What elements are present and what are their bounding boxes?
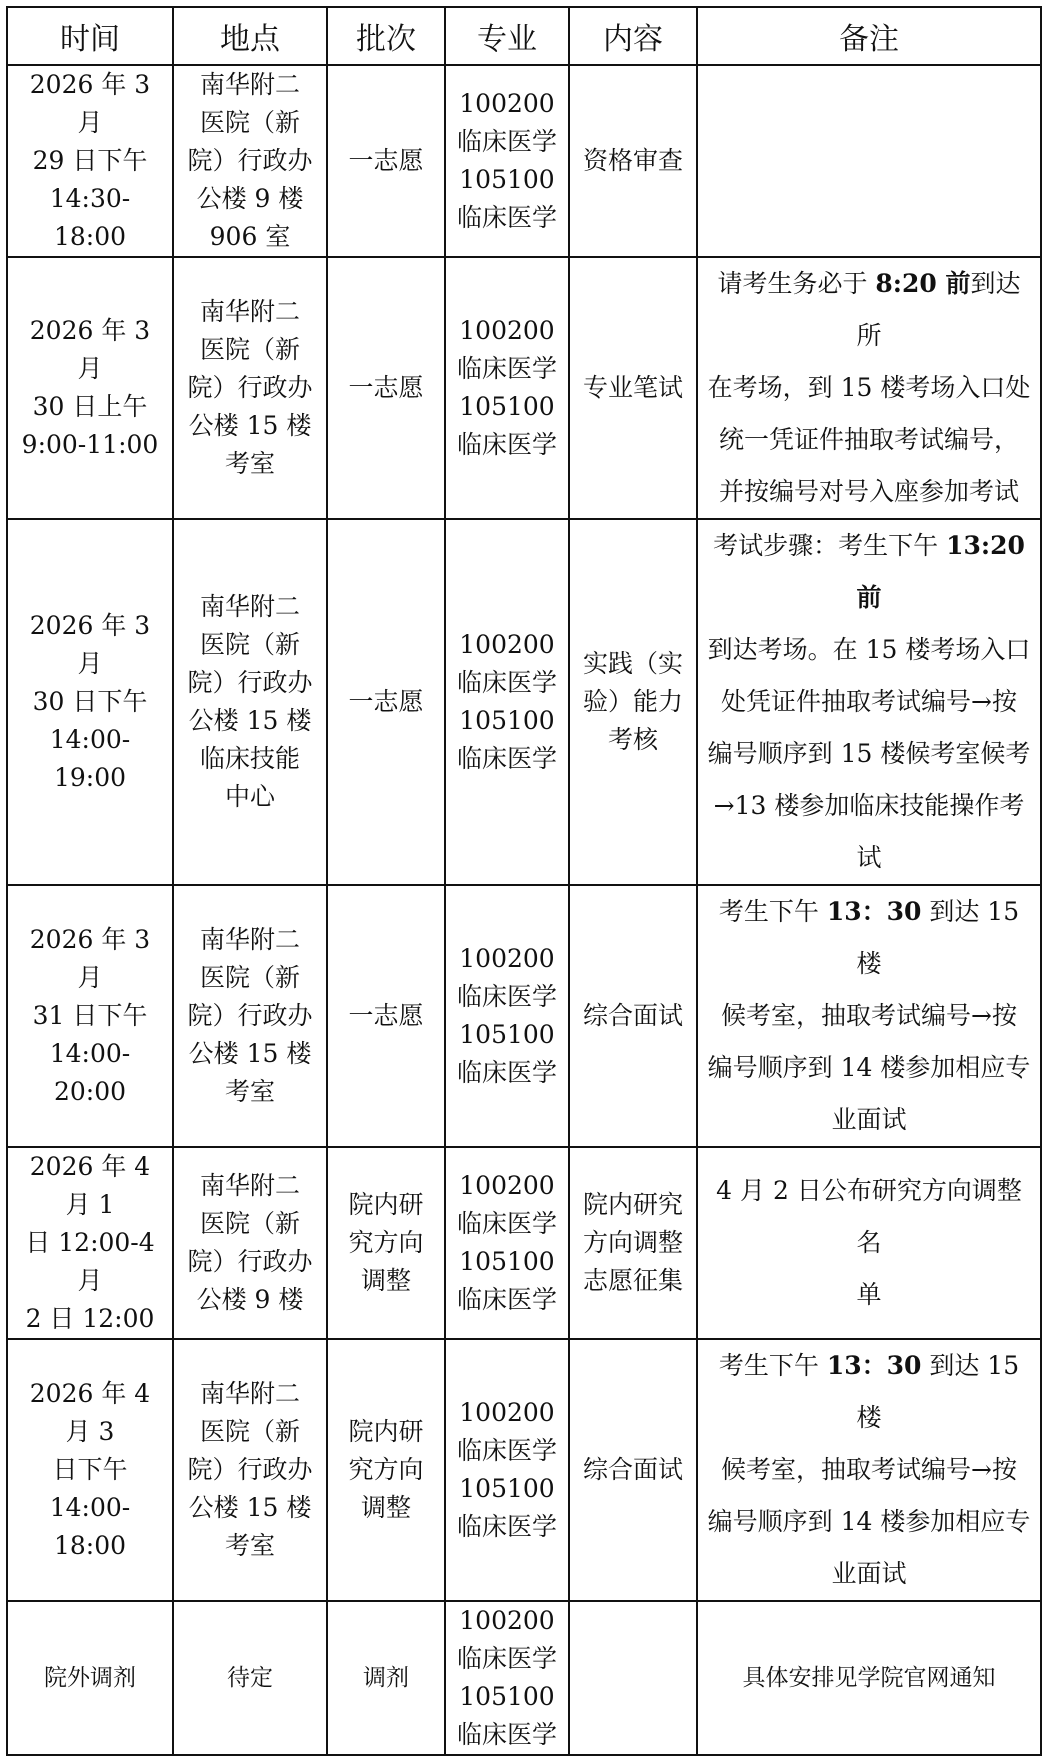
- cell-line: 究方向: [348, 1228, 424, 1257]
- note-line: 请考生务必于 8:20 前到达所: [717, 269, 1021, 350]
- note-line: 考试步骤：考生下午 13:20 前: [713, 531, 1025, 612]
- note-line: 试: [856, 843, 882, 872]
- cell-line: 资格审查: [582, 146, 683, 175]
- cell-line: 验）能力: [582, 687, 683, 716]
- cell-line: 100200: [459, 1398, 555, 1427]
- cell-line: 公楼 15 楼: [188, 1039, 312, 1068]
- cell-line: 临床医学: [456, 1285, 557, 1314]
- cell-batch: [327, 257, 445, 519]
- cell-line: 906 室: [209, 222, 291, 251]
- cell-line: 100200: [459, 944, 555, 973]
- cell-time: [7, 65, 173, 257]
- note-emphasis: 13：30: [826, 1351, 922, 1380]
- cell-batch: [327, 1147, 445, 1339]
- cell-note: [697, 65, 1041, 257]
- cell-line: 临床医学: [456, 1512, 557, 1541]
- note-line: 编号顺序到 14 楼参加相应专: [707, 1507, 1031, 1536]
- cell-content: [569, 257, 697, 519]
- cell-line: 医院（新: [199, 630, 300, 659]
- cell-line: 考室: [224, 1077, 275, 1106]
- cell-line: 100200: [459, 1606, 555, 1635]
- cell-major: [445, 1339, 569, 1601]
- cell-line: 中心: [224, 782, 275, 811]
- cell-content: [569, 1339, 697, 1601]
- note-line: 单: [856, 1280, 882, 1309]
- cell-line: 临床医学: [456, 354, 557, 383]
- cell-line: 院内研: [348, 1417, 424, 1446]
- cell-line: 105100: [459, 165, 555, 194]
- cell-line: 临床医学: [456, 1436, 557, 1465]
- cell-time: [7, 519, 173, 885]
- cell-line: 临床医学: [456, 982, 557, 1011]
- cell-line: 临床医学: [456, 203, 557, 232]
- cell-line: 2026 年 4 月 1: [29, 1152, 151, 1219]
- cell-line: 公楼 15 楼: [188, 411, 312, 440]
- cell-line: 日 12:00-4 月: [25, 1228, 155, 1295]
- cell-line: 院）行政办: [187, 1455, 313, 1484]
- cell-line: 9:00-11:00: [21, 430, 159, 459]
- cell-line: 105100: [459, 392, 555, 421]
- cell-line: 临床医学: [456, 1058, 557, 1087]
- cell-line: 2 日 12:00: [25, 1304, 155, 1333]
- cell-batch: [327, 885, 445, 1147]
- cell-line: 2026 年 4 月 3: [29, 1379, 151, 1446]
- schedule-table: [6, 6, 1042, 1756]
- table-row: [7, 1601, 1041, 1755]
- cell-major: [445, 519, 569, 885]
- cell-major: [445, 885, 569, 1147]
- note-line: 在考场，到 15 楼考场入口处: [707, 373, 1031, 402]
- cell-line: 公楼 15 楼: [188, 1493, 312, 1522]
- cell-line: 院内研: [348, 1190, 424, 1219]
- cell-line: 志愿征集: [582, 1266, 683, 1295]
- cell-line: 日下午: [52, 1455, 128, 1484]
- note-line: →13 楼参加临床技能操作考: [713, 791, 1025, 820]
- note-emphasis: 13：30: [826, 897, 922, 926]
- cell-line: 专业笔试: [582, 373, 683, 402]
- cell-line: 100200: [459, 316, 555, 345]
- cell-place: [173, 257, 327, 519]
- cell-note: [697, 519, 1041, 885]
- cell-content: [569, 885, 697, 1147]
- cell-line: 100200: [459, 1171, 555, 1200]
- cell-line: 29 日下午: [32, 146, 148, 175]
- cell-line: 100200: [459, 630, 555, 659]
- cell-line: 一志愿: [348, 1001, 424, 1030]
- cell-content: [569, 519, 697, 885]
- cell-line: 一志愿: [348, 687, 424, 716]
- cell-line: 医院（新: [199, 1209, 300, 1238]
- cell-time: [7, 885, 173, 1147]
- cell-line: 105100: [459, 1247, 555, 1276]
- note-line: 编号顺序到 15 楼候考室候考: [707, 739, 1031, 768]
- cell-time: [7, 1147, 173, 1339]
- cell-note: [697, 1339, 1041, 1601]
- cell-content: [569, 65, 697, 257]
- cell-line: 医院（新: [199, 1417, 300, 1446]
- table-row: [7, 65, 1041, 257]
- cell-major: [445, 65, 569, 257]
- cell-line: 一志愿: [348, 146, 424, 175]
- note-line: 处凭证件抽取考试编号→按: [721, 687, 1017, 716]
- cell-batch: [327, 1339, 445, 1601]
- cell-time: [7, 1601, 173, 1755]
- cell-line: 公楼 9 楼: [196, 184, 304, 213]
- cell-line: 医院（新: [199, 335, 300, 364]
- cell-line: 院）行政办: [187, 668, 313, 697]
- cell-line: 2026 年 3 月: [29, 316, 151, 383]
- table-row: [7, 885, 1041, 1147]
- cell-line: 调整: [360, 1493, 411, 1522]
- cell-line: 调整: [360, 1266, 411, 1295]
- note-emphasis: 13:20 前: [856, 531, 1025, 612]
- cell-line: 实践（实: [582, 649, 683, 678]
- table-row: [7, 1339, 1041, 1601]
- cell-line: 临床医学: [456, 127, 557, 156]
- cell-line: 医院（新: [199, 963, 300, 992]
- table-row: [7, 519, 1041, 885]
- note-emphasis: 8:20 前: [875, 269, 971, 298]
- note-line: 业面试: [831, 1559, 907, 1588]
- cell-line: 105100: [459, 1682, 555, 1711]
- cell-line: 综合面试: [582, 1001, 683, 1030]
- cell-line: 南华附二: [199, 70, 300, 99]
- cell-major: [445, 1601, 569, 1755]
- cell-line: 30 日上午: [32, 392, 148, 421]
- note-line: 编号顺序到 14 楼参加相应专: [707, 1053, 1031, 1082]
- cell-note: [697, 885, 1041, 1147]
- cell-line: 临床医学: [456, 1644, 557, 1673]
- header-time: 时间: [7, 7, 173, 65]
- note-line: 候考室，抽取考试编号→按: [721, 1455, 1017, 1484]
- cell-line: 考室: [224, 1531, 275, 1560]
- cell-line: 临床医学: [456, 668, 557, 697]
- cell-line: 考核: [607, 725, 658, 754]
- note-line: 4 月 2 日公布研究方向调整名: [716, 1176, 1022, 1257]
- cell-place: [173, 1601, 327, 1755]
- header-batch: 批次: [327, 7, 445, 65]
- cell-line: 30 日下午: [32, 687, 148, 716]
- cell-place: [173, 885, 327, 1147]
- cell-line: 临床医学: [456, 1209, 557, 1238]
- note-line: 候考室，抽取考试编号→按: [721, 1001, 1017, 1030]
- cell-line: 南华附二: [199, 297, 300, 326]
- cell-major: [445, 1147, 569, 1339]
- cell-line: 一志愿: [348, 373, 424, 402]
- table-row: [7, 257, 1041, 519]
- cell-line: 105100: [459, 706, 555, 735]
- note-line: 并按编号对号入座参加考试: [718, 477, 1019, 506]
- note-line: 统一凭证件抽取考试编号，: [718, 425, 1019, 454]
- cell-time: [7, 1339, 173, 1601]
- cell-line: 南华附二: [199, 1379, 300, 1408]
- cell-note: [697, 1147, 1041, 1339]
- cell-line: 临床医学: [456, 1720, 557, 1749]
- note-line: 业面试: [831, 1105, 907, 1134]
- cell-line: 2026 年 3 月: [29, 611, 151, 678]
- cell-line: 院）行政办: [187, 146, 313, 175]
- cell-line: 31 日下午: [32, 1001, 148, 1030]
- note-line: 考生下午 13：30 到达 15 楼: [718, 1351, 1020, 1432]
- cell-major: [445, 257, 569, 519]
- cell-line: 105100: [459, 1020, 555, 1049]
- cell-line: 院）行政办: [187, 1001, 313, 1030]
- cell-batch: [327, 1601, 445, 1755]
- cell-line: 考室: [224, 449, 275, 478]
- cell-place: [173, 519, 327, 885]
- cell-line: 南华附二: [199, 925, 300, 954]
- header-major: 专业: [445, 7, 569, 65]
- table-row: [7, 1147, 1041, 1339]
- note-line: 到达考场。在 15 楼考场入口: [707, 635, 1031, 664]
- cell-line: 105100: [459, 1474, 555, 1503]
- cell-place: [173, 1339, 327, 1601]
- cell-line: 14:00-20:00: [49, 1039, 131, 1106]
- cell-line: 临床医学: [456, 744, 557, 773]
- cell-line: 方向调整: [582, 1228, 683, 1257]
- cell-line: 14:00-19:00: [49, 725, 131, 792]
- cell-place: [173, 65, 327, 257]
- cell-line: 南华附二: [199, 1171, 300, 1200]
- header-row: [7, 7, 1041, 65]
- note-line: 考生下午 13：30 到达 15 楼: [718, 897, 1020, 978]
- header-content: 内容: [569, 7, 697, 65]
- cell-batch: [327, 65, 445, 257]
- header-note: 备注: [697, 7, 1041, 65]
- cell-line: 公楼 9 楼: [196, 1285, 304, 1314]
- cell-batch: [327, 519, 445, 885]
- cell-line: 院）行政办: [187, 373, 313, 402]
- cell-line: 2026 年 3 月: [29, 925, 151, 992]
- cell-line: 公楼 15 楼: [188, 706, 312, 735]
- cell-line: 究方向: [348, 1455, 424, 1484]
- cell-line: 临床技能: [199, 744, 300, 773]
- header-place: 地点: [173, 7, 327, 65]
- cell-line: 调剂: [363, 1665, 409, 1691]
- note-line: 具体安排见学院官网通知: [742, 1665, 996, 1691]
- cell-line: 14:30-18:00: [49, 184, 131, 251]
- cell-line: 14:00-18:00: [49, 1493, 131, 1560]
- cell-content: [569, 1147, 697, 1339]
- cell-line: 2026 年 3 月: [29, 70, 151, 137]
- cell-line: 南华附二: [199, 592, 300, 621]
- cell-line: 待定: [227, 1665, 273, 1691]
- cell-line: 临床医学: [456, 430, 557, 459]
- cell-note: [697, 1601, 1041, 1755]
- cell-line: 院）行政办: [187, 1247, 313, 1276]
- cell-time: [7, 257, 173, 519]
- cell-line: 医院（新: [199, 108, 300, 137]
- cell-line: 100200: [459, 89, 555, 118]
- cell-content: [569, 1601, 697, 1755]
- cell-line: 院内研究: [582, 1190, 683, 1219]
- cell-line: 院外调剂: [44, 1665, 136, 1691]
- cell-line: 综合面试: [582, 1455, 683, 1484]
- cell-note: [697, 257, 1041, 519]
- cell-place: [173, 1147, 327, 1339]
